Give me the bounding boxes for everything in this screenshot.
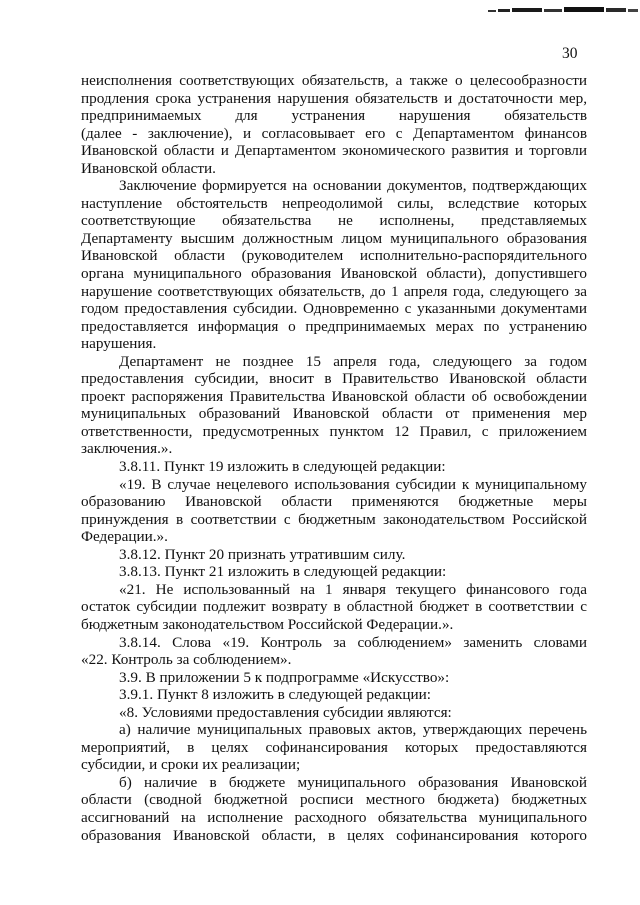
text-line: неисполнения соответствующих обязательств, а также о целесообразности	[81, 72, 587, 89]
text-line: бюджетным законодательством Российской Федерации.».	[81, 615, 454, 633]
text-line: предоставления субсидии, вносит в Правительство Ивановской области	[81, 370, 587, 388]
text-line: Заключение формируется на основании документов, подтверждающих	[119, 177, 587, 195]
text-line: (далее - заключение), и согласовывает его с Департаментом финансов	[81, 124, 587, 142]
text-line: Департамент не позднее 15 апреля года, следующего за годом	[119, 352, 587, 370]
text-line: продления срока устранения нарушения обязательств и достаточности мер,	[81, 89, 587, 107]
text-line: органа муниципального образования Ивановской области), допустившего	[81, 265, 587, 283]
text-line: субсидии, и сроки их реализации;	[81, 756, 301, 774]
text-line: Ивановской области.	[81, 159, 216, 177]
scan-header-mark	[488, 2, 638, 12]
text-line: Федерации.».	[81, 528, 168, 546]
text-line: нарушение соответствующих обязательств, до 1 апреля года, следующего за	[81, 282, 587, 300]
text-line: «22. Контроль за соблюдением».	[81, 651, 292, 669]
text-line: Ивановской области и Департаментом экономического развития и торговли	[81, 142, 587, 160]
text-line: проект распоряжения Правительства Ивановской области об освобождении	[81, 387, 587, 405]
text-line: 3.8.11. Пункт 19 изложить в следующей редакции:	[119, 458, 446, 476]
text-line: 3.8.12. Пункт 20 признать утратившим силу.	[119, 545, 406, 563]
text-line: муниципальных образований Ивановской области от применения мер	[81, 405, 587, 423]
page-number: 30	[562, 45, 578, 62]
text-line: образования Ивановской области, в целях софинансирования которого	[81, 826, 587, 844]
text-line: соответствующие обязательства не исполнены, представляемых	[81, 212, 587, 230]
text-line: а) наличие муниципальных правовых актов, утверждающих перечень	[119, 721, 587, 739]
text-line: принуждения в соответствии с бюджетным законодательством Российской	[81, 510, 587, 528]
text-line: ответственности, предусмотренных пунктом 12 Правил, с приложением	[81, 422, 587, 440]
text-line: остаток субсидии подлежит возврату в областной бюджет в соответствии с	[81, 598, 587, 616]
text-line: ассигнований на исполнение расходного обязательства муниципального	[81, 808, 587, 826]
text-line: б) наличие в бюджете муниципального образования Ивановской	[119, 773, 587, 791]
text-line: заключения.».	[81, 440, 173, 458]
text-line: Ивановской области (руководителем исполнительно-распорядительного	[81, 247, 587, 265]
text-line: «21. Не использованный на 1 января текущего финансового года	[119, 580, 587, 598]
text-line: области (сводной бюджетной росписи местного бюджета) бюджетных	[81, 791, 587, 809]
text-line: нарушения.	[81, 335, 157, 353]
text-line: 3.9. В приложении 5 к подпрограмме «Искусство»:	[119, 668, 450, 686]
text-line: предпринимаемых для устранения нарушения обязательств	[81, 107, 587, 125]
document-body	[81, 72, 587, 844]
text-line: «19. В случае нецелевого использования субсидии к муниципальному	[119, 475, 587, 493]
text-line: 3.8.13. Пункт 21 изложить в следующей редакции:	[119, 563, 447, 581]
text-line: предоставляется информация о предпринимаемых мерах по устранению	[81, 317, 587, 335]
text-line: годом предоставления субсидии. Одновременно с указанными документами	[81, 300, 587, 318]
text-line: 3.9.1. Пункт 8 изложить в следующей редакции:	[119, 686, 432, 704]
text-line: мероприятий, в целях софинансирования которых предоставляются	[81, 738, 587, 756]
text-line: наступление обстоятельств непреодолимой силы, вследствие которых	[81, 194, 587, 212]
text-line: 3.8.14. Слова «19. Контроль за соблюдением» заменить словами	[119, 633, 587, 651]
text-line: Департаменту высшим должностным лицом муниципального образования	[81, 229, 587, 247]
text-line: образованию Ивановской области применяются бюджетные меры	[81, 493, 587, 511]
text-line: «8. Условиями предоставления субсидии являются:	[119, 703, 452, 721]
